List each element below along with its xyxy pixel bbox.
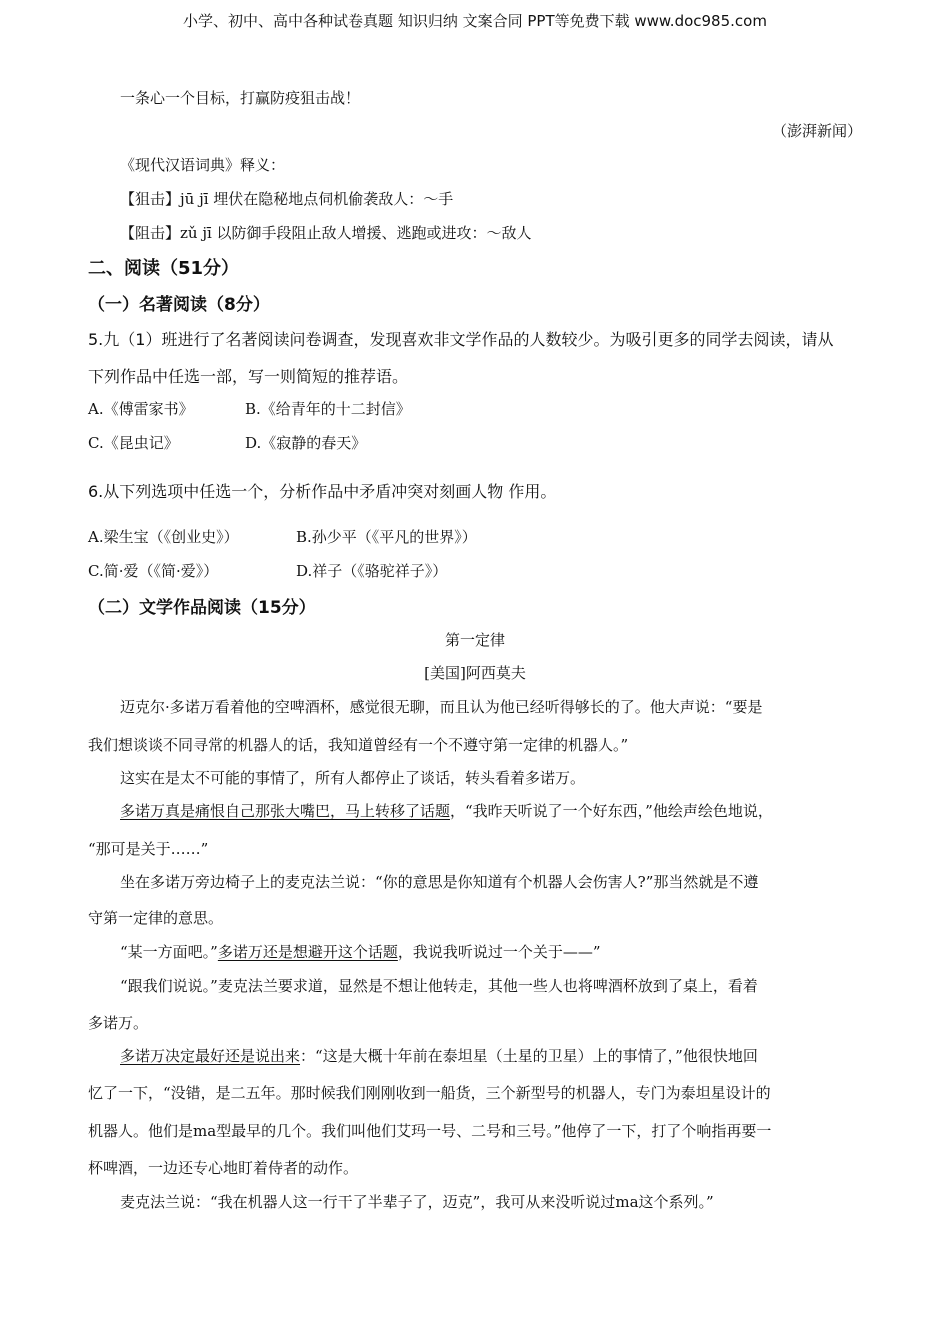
paragraph-7-rest: ：“这是大概十年前在泰坦星（土星的卫星）上的事情了，”他很快地回 bbox=[300, 1047, 758, 1065]
intro-line: 一条心一个目标，打赢防疫狙击战！ bbox=[120, 89, 361, 107]
paragraph-5 bbox=[120, 941, 601, 962]
q6-option-c: C.简·爱（《简·爱》） bbox=[88, 562, 219, 580]
paragraph-5-rest: ，我说我听说过一个关于——” bbox=[397, 943, 601, 961]
q6-option-a: A.梁生宝（《创业史》） bbox=[88, 528, 239, 546]
paragraph-7-line-4: 杯啤酒，一边还专心地盯着侍者的动作。 bbox=[88, 1159, 359, 1177]
section-title-reading: 二、阅读（51分） bbox=[88, 258, 240, 279]
paragraph-6-line-2: 多诺万。 bbox=[88, 1014, 149, 1032]
paragraph-7-line-1 bbox=[120, 1045, 758, 1066]
paragraph-1-line-1: 迈克尔·多诺万看着他的空啤酒杯，感觉很无聊，而且认为他已经听得够长的了。他大声说：“要是 bbox=[120, 698, 763, 716]
q5-option-b: B.《给青年的十二封信》 bbox=[245, 400, 411, 418]
underlined-phrase: 多诺万还是想避开这个话题 bbox=[217, 943, 398, 961]
paragraph-8: 麦克法兰说：“我在机器人这一行干了半辈子了，迈克”，我可从来没听说过ma这个系列。” bbox=[120, 1193, 714, 1211]
part-title-classics: （一）名著阅读（8分） bbox=[88, 295, 270, 315]
q5-option-c: C.《昆虫记》 bbox=[88, 434, 179, 452]
source-label: （澎湃新闻） bbox=[772, 122, 863, 140]
paragraph-3-line-1 bbox=[120, 800, 773, 821]
story-author: [美国]阿西莫夫 bbox=[424, 664, 526, 682]
paragraph-2: 这实在是太不可能的事情了，所有人都停止了谈话，转头看着多诺万。 bbox=[120, 769, 586, 787]
q6-option-b: B.孙少平（《平凡的世界》） bbox=[296, 528, 477, 546]
underlined-phrase: 多诺万真是痛恨自己那张大嘴巴，马上转移了话题 bbox=[120, 802, 451, 820]
question-5-line-2: 下列作品中任选一部，写一则简短的推荐语。 bbox=[88, 367, 409, 386]
paragraph-5-quote: “某一方面吧。” bbox=[120, 943, 218, 961]
dictionary-title: 《现代汉语词典》释义： bbox=[120, 156, 286, 174]
paragraph-4-line-2: 守第一定律的意思。 bbox=[88, 909, 224, 927]
question-5-line-1: 5.九（1）班进行了名著阅读问卷调查，发现喜欢非文学作品的人数较少。为吸引更多的同学去阅读，请从 bbox=[88, 330, 834, 349]
q6-option-d: D.祥子（《骆驼祥子》） bbox=[296, 562, 448, 580]
question-6: 6.从下列选项中任选一个，分析作品中矛盾冲突对刻画人物 作用。 bbox=[88, 482, 557, 501]
paragraph-3-line-2: “那可是关于……” bbox=[88, 840, 209, 858]
paragraph-7-line-3: 机器人。他们是ma型最早的几个。我们叫他们艾玛一号、二号和三号。”他停了一下，打了个响指再要一 bbox=[88, 1122, 772, 1140]
dictionary-entry-zuji: 【阻击】zǔ jī 以防御手段阻止敌人增援、逃跑或进攻：～敌人 bbox=[120, 224, 532, 242]
story-title: 第一定律 bbox=[444, 631, 505, 649]
q5-option-d: D.《寂静的春天》 bbox=[245, 434, 367, 452]
page-header: 小学、初中、高中各种试卷真题 知识归纳 文案合同 PPT等免费下载 www.doc985.com bbox=[183, 12, 767, 30]
paragraph-1-line-2: 我们想谈谈不同寻常的机器人的话，我知道曾经有一个不遵守第一定律的机器人。” bbox=[88, 736, 629, 754]
part-title-literature: （二）文学作品阅读（15分） bbox=[88, 598, 316, 618]
paragraph-4-line-1: 坐在多诺万旁边椅子上的麦克法兰说：“你的意思是你知道有个机器人会伤害人?”那当然就是不遵 bbox=[120, 873, 759, 891]
paragraph-3-rest: ，“我昨天听说了一个好东西，”他绘声绘色地说， bbox=[450, 802, 773, 820]
paragraph-6-line-1: “跟我们说说。”麦克法兰要求道，显然是不想让他转走，其他一些人也将啤酒杯放到了桌上，看着 bbox=[120, 977, 758, 995]
underlined-phrase: 多诺万决定最好还是说出来 bbox=[120, 1047, 301, 1065]
q5-option-a: A.《傅雷家书》 bbox=[88, 400, 194, 418]
paragraph-7-line-2: 忆了一下，“没错，是二五年。那时候我们刚刚收到一船货，三个新型号的机器人，专门为泰坦星设计的 bbox=[88, 1084, 771, 1102]
dictionary-entry-jiji: 【狙击】jū jī 埋伏在隐秘地点伺机偷袭敌人：～手 bbox=[120, 190, 454, 208]
